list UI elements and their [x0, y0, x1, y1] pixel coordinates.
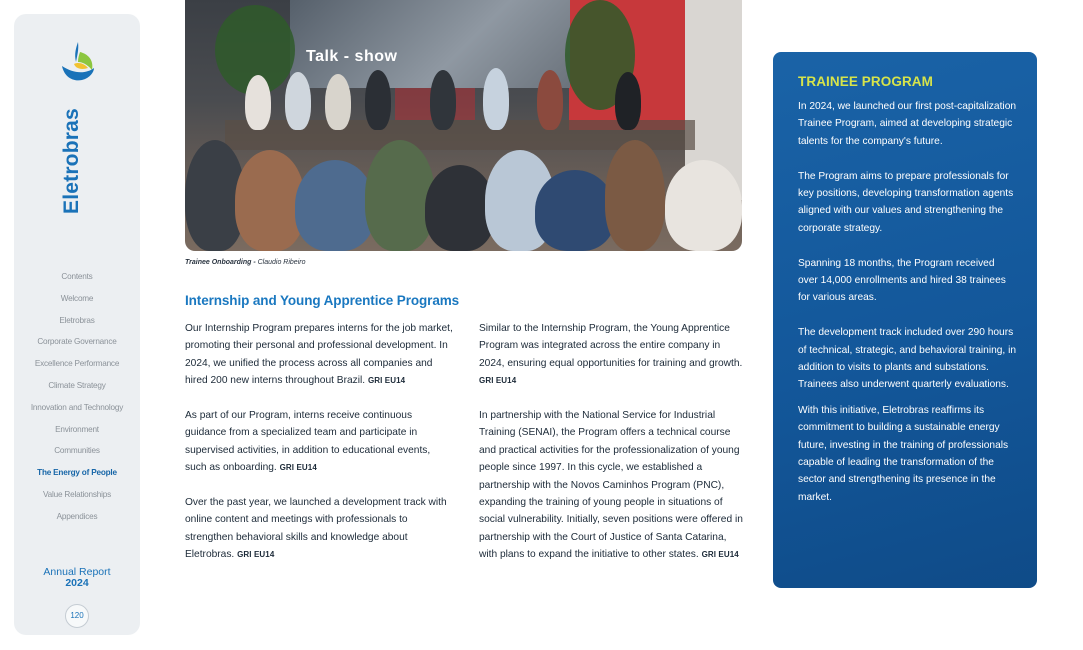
- nav-item-climate-strategy[interactable]: Climate Strategy: [48, 380, 106, 390]
- text-column-right: [479, 320, 745, 581]
- trainee-paragraph: With this initiative, Eletrobras reaffirms its commitment to building a sustainable energy future, investing in the training of professionals capable of leading the transformation of the sector and strengthening its presence in the market.: [798, 404, 1009, 503]
- gri-reference: GRI EU14: [701, 550, 739, 560]
- nav-item-excellence-performance[interactable]: Excellence Performance: [34, 359, 120, 369]
- nav-item-welcome[interactable]: Welcome: [60, 293, 94, 303]
- caption-credit: Claudio Ribeiro: [257, 259, 306, 266]
- photo-audience: [665, 160, 742, 251]
- paragraph: [479, 407, 745, 564]
- eletrobras-logo[interactable]: [58, 42, 98, 214]
- photo-speaker: [615, 72, 641, 130]
- trainee-program-box: [773, 52, 1037, 588]
- photo-speaker: [365, 70, 391, 130]
- nav-item-corporate-governance[interactable]: Corporate Governance: [37, 337, 117, 347]
- sidebar: [14, 14, 140, 635]
- photo-audience: [605, 140, 665, 251]
- gri-reference: GRI EU14: [237, 550, 275, 560]
- paragraph-text: As part of our Program, interns receive continuous guidance from a specialized team and participate in supervised activities, in addition to educational events, such as onboarding.: [185, 410, 431, 474]
- photo-speaker: [483, 68, 509, 130]
- trainee-paragraph: The development track included over 290 hours of technical, strategic, and behavioral training, in addition to visits to plants and substations. Trainees also underwent quarterly evaluations.: [798, 327, 1017, 391]
- photo-speaker: [537, 70, 563, 130]
- photo-screen-text: Talk - show: [306, 48, 398, 65]
- nav-item-energy-of-people[interactable]: The Energy of People: [37, 468, 117, 478]
- trainee-onboarding-photo: [185, 0, 742, 251]
- nav-item-eletrobras[interactable]: Eletrobras: [59, 315, 95, 325]
- section-title: Internship and Young Apprentice Programs: [185, 293, 460, 308]
- nav-item-environment[interactable]: Environment: [55, 424, 99, 434]
- nav-item-communities[interactable]: Communities: [54, 446, 100, 456]
- trainee-paragraph: Spanning 18 months, the Program received over 14,000 enrollments and hired 38 trainees for various areas.: [798, 257, 1006, 304]
- paragraph-text: Over the past year, we launched a development track with online content and meetings with professionals to strengthen behavioral skills and knowledge about Eletrobras.: [185, 497, 447, 561]
- nav-item-contents[interactable]: Contents: [61, 272, 93, 281]
- trainee-paragraph: The Program aims to prepare professionals for key positions, developing transformation agents aligned with our values and strengthening the corporate strategy.: [798, 170, 1014, 234]
- photo-speaker: [245, 75, 271, 130]
- paragraph: [479, 320, 745, 390]
- paragraph: [185, 494, 453, 564]
- trainee-program-title: TRAINEE PROGRAM: [798, 74, 934, 89]
- photo-audience: [365, 140, 435, 251]
- photo-audience: [295, 160, 375, 251]
- photo-caption: [185, 259, 305, 266]
- caption-title: Trainee Onboarding -: [185, 259, 258, 266]
- annual-report-label: [14, 566, 140, 589]
- page-number-badge: 120: [65, 604, 89, 628]
- annual-report-title: Annual Report: [43, 566, 111, 578]
- text-column-left: [185, 320, 453, 581]
- paragraph-text: Similar to the Internship Program, the Young Apprentice Program was integrated across the entire company in 2024, ensuring equal opportunities for training and growth.: [479, 323, 743, 369]
- nav-item-innovation-technology[interactable]: Innovation and Technology: [30, 402, 124, 412]
- photo-speaker: [325, 74, 351, 130]
- annual-report-year: 2024: [65, 577, 89, 589]
- paragraph-text: In partnership with the National Service for Industrial Training (SENAI), the Program offers a technical course and practical activities for the professionalization of young people since 1997. In this cycle, we established a partnership with the Novos Caminhos Program (PNC), expanding the training of young people in situations of social vulnerability. Initially, seven positions were offered in partnership with the Court of Justice of Santa Catarina, with plans to expand the initiative to other states.: [479, 410, 743, 561]
- eletrobras-logo-mark-icon: [60, 42, 96, 84]
- gri-reference: GRI EU14: [367, 376, 406, 386]
- photo-speaker: [285, 72, 311, 130]
- trainee-paragraph: In 2024, we launched our first post-capitalization Trainee Program, aimed at developing strategic talents for the company's future.: [798, 101, 1017, 147]
- paragraph: [185, 320, 453, 390]
- photo-screen: [290, 0, 570, 88]
- gri-reference: GRI EU14: [479, 376, 517, 386]
- sidebar-nav: [14, 266, 140, 528]
- nav-item-appendices[interactable]: Appendices: [56, 511, 98, 521]
- photo-speaker: [430, 70, 456, 130]
- brand-wordmark: Eletrobras: [60, 108, 83, 214]
- photo-audience: [535, 170, 615, 251]
- gri-reference: GRI EU14: [279, 463, 317, 473]
- paragraph: [185, 407, 453, 477]
- nav-item-value-relationships[interactable]: Value Relationships: [43, 489, 111, 499]
- paragraph-text: Our Internship Program prepares interns for the job market, promoting their personal and professional development. In 2024, we unified the process across all companies and hired 200 new interns throughout Brazil.: [185, 323, 453, 387]
